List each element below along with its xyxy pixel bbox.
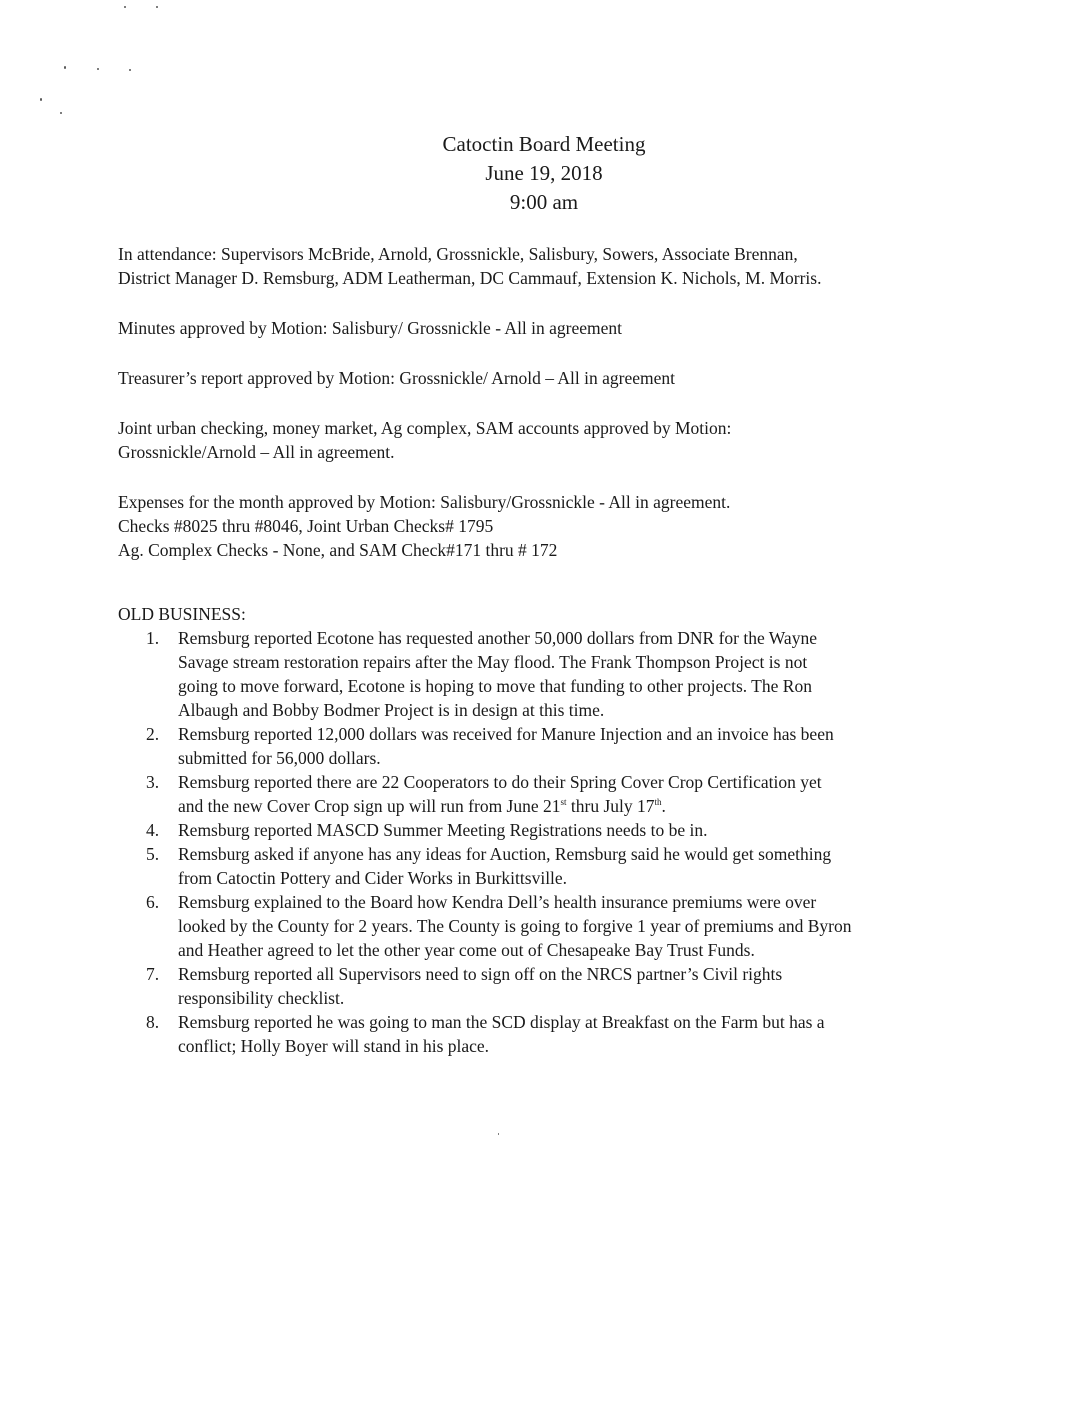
list-item (118, 962, 998, 1010)
item-number: 3. (146, 772, 160, 792)
list-item (118, 842, 998, 890)
attendance-line: District Manager D. Remsburg, ADM Leatherman, DC Cammauf, Extension K. Nichols, M. Morris. (118, 268, 822, 288)
item-line: Remsburg reported MASCD Summer Meeting Registrations needs to be in. (178, 820, 708, 840)
item-line: Albaugh and Bobby Bodmer Project is in design at this time. (178, 700, 605, 720)
document-title: Catoctin Board Meeting (442, 132, 646, 156)
list-item (118, 1010, 998, 1058)
item-number: 6. (146, 892, 160, 912)
item-number: 2. (146, 724, 160, 744)
meeting-time: 9:00 am (509, 190, 579, 214)
item-line: Remsburg reported all Supervisors need to sign off on the NRCS partner’s Civil rights (178, 964, 783, 984)
item-line: Remsburg reported there are 22 Cooperators to do their Spring Cover Crop Certification yet (178, 772, 822, 792)
item-line: looked by the County for 2 years. The County is going to forgive 1 year of premiums and Byron (178, 916, 852, 936)
item-line: responsibility checklist. (178, 988, 345, 1008)
item-line: Remsburg reported 12,000 dollars was received for Manure Injection and an invoice has been (178, 724, 834, 744)
joint-urban-line: Grossnickle/Arnold – All in agreement. (118, 442, 395, 462)
scan-speck (97, 68, 99, 70)
minutes-line: Minutes approved by Motion: Salisbury/ Grossnickle - All in agreement (118, 318, 623, 338)
list-item (118, 770, 998, 818)
item-line: submitted for 56,000 dollars. (178, 748, 381, 768)
list-item (118, 722, 998, 770)
item-text: . (661, 796, 666, 816)
old-business-section (118, 602, 998, 1058)
section-heading: OLD BUSINESS: (118, 604, 246, 624)
item-number: 1. (146, 628, 160, 648)
list-item (118, 626, 998, 722)
scan-speck (129, 69, 131, 71)
expenses-paragraph (118, 490, 998, 562)
item-line: Remsburg asked if anyone has any ideas for Auction, Remsburg said he would get something (178, 844, 832, 864)
expenses-line: Expenses for the month approved by Motion: Salisbury/Grossnickle - All in agreement. (118, 492, 731, 512)
minutes-paragraph (118, 316, 998, 340)
scan-speck (156, 6, 158, 8)
scan-speck (40, 98, 42, 101)
old-business-list (118, 626, 998, 1058)
item-line: Remsburg reported he was going to man the SCD display at Breakfast on the Farm but has a (178, 1012, 825, 1032)
item-line: Savage stream restoration repairs after the May flood. The Frank Thompson Project is not (178, 652, 808, 672)
scan-speck (64, 66, 66, 69)
ordinal-suffix: th (654, 797, 662, 808)
item-line: conflict; Holly Boyer will stand in his place. (178, 1036, 490, 1056)
document-body (118, 242, 998, 1058)
treasurer-paragraph (118, 366, 998, 390)
item-number: 5. (146, 844, 160, 864)
item-line: Remsburg explained to the Board how Kendra Dell’s health insurance premiums were over (178, 892, 817, 912)
item-number: 8. (146, 1012, 160, 1032)
item-line: going to move forward, Ecotone is hoping to move that funding to other projects. The Ron (178, 676, 812, 696)
item-line: and Heather agreed to let the other year come out of Chesapeake Bay Trust Funds. (178, 940, 755, 960)
item-text: and the new Cover Crop sign up will run from June 21 (178, 796, 561, 816)
scan-speck (124, 6, 126, 8)
item-number: 7. (146, 964, 160, 984)
attendance-line: In attendance: Supervisors McBride, Arnold, Grossnickle, Salisbury, Sowers, Associate Brennan, (118, 244, 798, 264)
expenses-line: Ag. Complex Checks - None, and SAM Check#171 thru # 172 (118, 540, 558, 560)
item-text: thru July 17 (566, 796, 655, 816)
item-line (178, 794, 998, 818)
document-header (0, 130, 1088, 217)
attendance-paragraph (118, 242, 998, 290)
scan-speck (60, 112, 62, 114)
expenses-line: Checks #8025 thru #8046, Joint Urban Checks# 1795 (118, 516, 494, 536)
ordinal-suffix: st (560, 797, 567, 808)
treasurer-line: Treasurer’s report approved by Motion: Grossnickle/ Arnold – All in agreement (118, 368, 675, 388)
meeting-date: June 19, 2018 (485, 161, 603, 185)
item-line: Remsburg reported Ecotone has requested another 50,000 dollars from DNR for the Wayne (178, 628, 817, 648)
scan-speck (498, 1133, 499, 1135)
item-number: 4. (146, 820, 160, 840)
joint-urban-paragraph (118, 416, 998, 464)
joint-urban-line: Joint urban checking, money market, Ag complex, SAM accounts approved by Motion: (118, 418, 732, 438)
list-item (118, 818, 998, 842)
item-line: from Catoctin Pottery and Cider Works in Burkittsville. (178, 868, 568, 888)
list-item (118, 890, 998, 962)
